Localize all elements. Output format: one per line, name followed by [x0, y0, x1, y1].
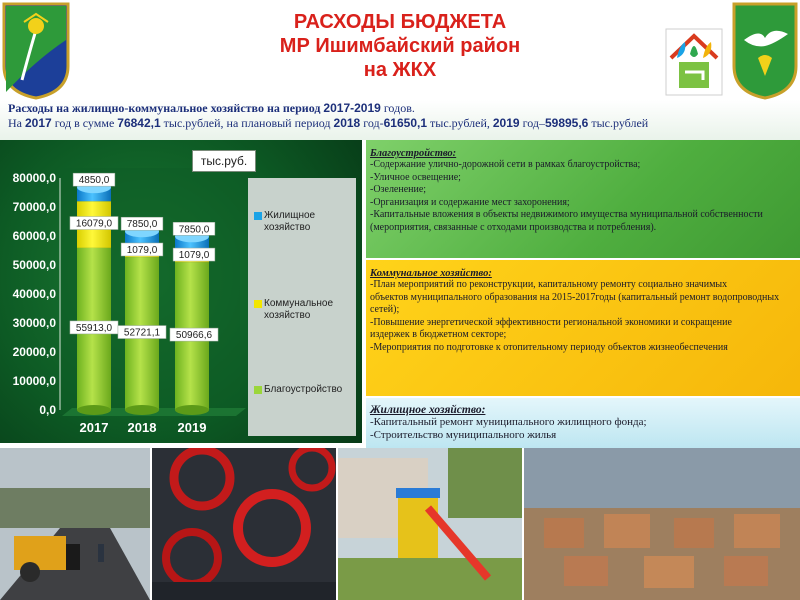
legend-swatch — [254, 300, 262, 308]
legend-swatch — [254, 212, 262, 220]
summary-text: На — [8, 116, 25, 130]
summary-band — [0, 100, 800, 140]
summary-line-1 — [8, 101, 415, 116]
summary-year: 2018 — [333, 116, 361, 130]
y-tick-label: 40000,0 — [12, 287, 56, 301]
panel-item: -Содержание улично-дорожной сети в рамках благоустройства; — [370, 159, 641, 170]
summary-year: 2019 — [492, 116, 520, 130]
housing-panel — [366, 398, 800, 448]
x-tick-label: 2017 — [79, 420, 109, 435]
summary-amount: 61650,1 — [383, 116, 428, 130]
title-line-2: МР Ишимбайский район — [279, 35, 521, 57]
y-tick-label: 0,0 — [39, 403, 56, 417]
summary-period: 2017-2019 — [323, 101, 381, 115]
summary-text: тыс.рублей — [588, 116, 649, 130]
title-line-3: на ЖКХ — [363, 59, 437, 81]
data-label: 52721,1 — [123, 327, 161, 339]
panel-heading: Коммунальное хозяйство: — [370, 268, 492, 279]
summary-text: год– — [519, 116, 545, 130]
summary-text: тыс.рублей, на плановый период — [160, 116, 334, 130]
x-tick-label: 2018 — [127, 420, 157, 435]
page-title — [220, 10, 580, 82]
panel-item: -Уличное освещение; — [370, 171, 461, 183]
bar-base — [125, 405, 159, 415]
panel-item: -Повышение энергетической эффективности региональной экономики и сокращение — [370, 316, 732, 328]
panel-item: -Озеленение; — [370, 184, 427, 195]
title-line-1: РАСХОДЫ БЮДЖЕТА — [293, 11, 507, 33]
unit-label: тыс.руб. — [192, 150, 256, 172]
summary-text: Расходы на жилищно-коммунальное хозяйство на период — [8, 101, 324, 115]
summary-text: год- — [360, 116, 384, 130]
chart-panel — [0, 140, 362, 443]
y-tick-label: 10000,0 — [12, 374, 56, 388]
data-label: 4850,0 — [78, 175, 110, 187]
data-label: 1079,0 — [178, 250, 210, 262]
valves-photo — [152, 448, 336, 600]
road-works-photo — [0, 448, 150, 600]
panel-item: -Организация и содержание мест захоронения; — [370, 196, 570, 208]
x-axis — [80, 420, 207, 435]
legend — [248, 178, 356, 436]
panel-item: объектов муниципального образования на 2015-2017годы (капитальный ремонт водопроводных сетей); — [370, 291, 780, 315]
panel-item: -Мероприятия по подготовке к отопительному периоду объектов жизнеобеспечения — [370, 341, 728, 353]
summary-amount: 59895,6 — [544, 116, 589, 130]
bar-base — [175, 405, 209, 415]
x-tick-label: 2019 — [177, 420, 207, 435]
panel-heading: Благоустройство: — [370, 148, 457, 159]
utilities-logo-icon — [665, 28, 723, 96]
y-axis — [13, 171, 60, 417]
data-label: 1079,0 — [126, 244, 158, 256]
panel-item: издержек в бюджетном секторе; — [370, 329, 507, 340]
y-tick-label: 60000,0 — [12, 229, 56, 243]
housing-photo — [524, 448, 800, 600]
data-label: 16079,0 — [75, 218, 113, 230]
utilities-panel — [366, 260, 800, 396]
panel-heading: Жилищное хозяйство: — [370, 404, 486, 416]
y-tick-label: 80000,0 — [12, 171, 56, 185]
bar-base — [77, 405, 111, 415]
panel-item: -План мероприятий по реконструкции, капитальному ремонту социально значимых — [370, 279, 728, 290]
playground-photo — [338, 448, 522, 600]
summary-text: тыс.рублей, — [427, 116, 493, 130]
summary-text: год в сумме — [51, 116, 118, 130]
city-coat-of-arms-icon — [730, 0, 800, 100]
panel-item: -Капитальные вложения в объекты недвижимого имущества муниципальной собственности (мероприятия, связанные с отходами производства и потребления). — [370, 209, 763, 233]
data-label: 7850,0 — [126, 219, 158, 231]
legend-item: Жилищное хозяйство — [264, 210, 316, 233]
data-label: 55913,0 — [75, 322, 113, 334]
legend-item: Коммунальное хозяйство — [264, 298, 334, 321]
panel-item: -Капитальный ремонт муниципального жилищного фонда; — [370, 416, 647, 428]
summary-year: 2017 — [25, 116, 52, 130]
legend-item: Благоустройство — [264, 384, 343, 395]
panel-item: -Строительство муниципального жилья — [370, 429, 557, 441]
summary-tail: годов. — [380, 101, 415, 115]
legend-swatch — [254, 386, 262, 394]
summary-line-2 — [8, 116, 648, 131]
data-label: 50966,6 — [175, 330, 213, 342]
y-tick-label: 20000,0 — [12, 345, 56, 359]
landscaping-panel — [366, 140, 800, 258]
y-tick-label: 30000,0 — [12, 316, 56, 330]
y-tick-label: 70000,0 — [12, 200, 56, 214]
summary-amount: 76842,1 — [117, 116, 161, 130]
data-label: 7850,0 — [178, 224, 210, 236]
y-tick-label: 50000,0 — [12, 258, 56, 272]
district-coat-of-arms-icon — [0, 0, 72, 100]
